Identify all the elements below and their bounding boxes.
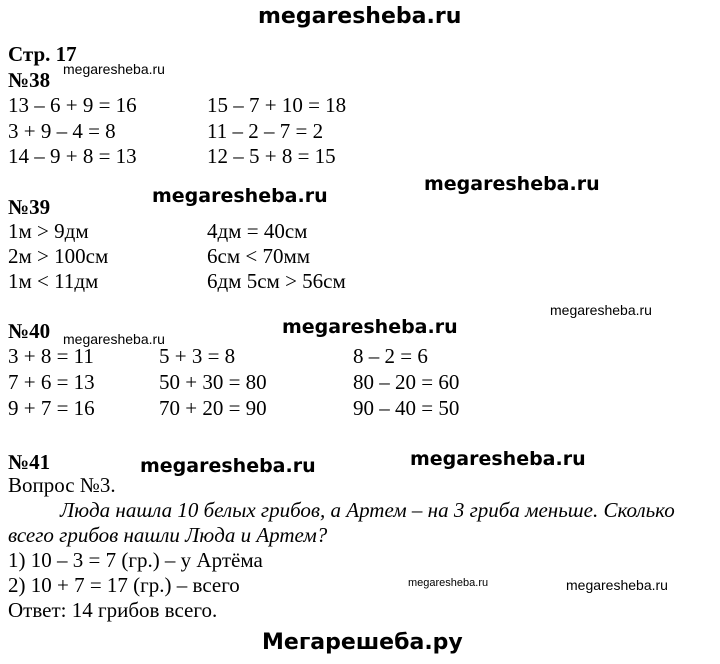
problem-text: всего грибов нашли Люда и Артем? xyxy=(8,523,328,547)
answer-line: Ответ: 14 грибов всего. xyxy=(8,598,218,622)
task-title: №41 xyxy=(8,450,51,474)
watermark: megaresheba.ru xyxy=(152,185,328,207)
watermark: megaresheba.ru xyxy=(424,173,600,195)
page-label: Стр. 17 xyxy=(8,42,77,66)
equation: 70 + 20 = 90 xyxy=(159,396,267,420)
equation: 7 + 6 = 13 xyxy=(8,370,95,394)
equation: 50 + 30 = 80 xyxy=(159,370,267,394)
solution-step: 2) 10 + 7 = 17 (гр.) – всего xyxy=(8,573,240,597)
watermark: megaresheba.ru xyxy=(63,61,165,77)
problem-text: Люда нашла 10 белых грибов, а Артем – на 3 гриба меньше. Сколько xyxy=(60,498,675,522)
watermark: megaresheba.ru xyxy=(140,455,316,477)
comparison: 6дм 5см > 56см xyxy=(207,269,346,293)
site-header: megaresheba.ru xyxy=(258,4,462,29)
equation: 8 – 2 = 6 xyxy=(353,344,428,368)
equation: 9 + 7 = 16 xyxy=(8,396,95,420)
task-title: №40 xyxy=(8,319,51,343)
watermark: megaresheba.ru xyxy=(566,577,668,593)
watermark: megaresheba.ru xyxy=(408,577,489,589)
equation: 15 – 7 + 10 = 18 xyxy=(207,93,347,117)
site-footer: Мегарешеба.ру xyxy=(262,630,463,655)
equation: 14 – 9 + 8 = 13 xyxy=(8,144,137,168)
watermark: megaresheba.ru xyxy=(63,331,165,347)
watermark: megaresheba.ru xyxy=(282,316,458,338)
task-title: №38 xyxy=(8,68,51,92)
question-label: Вопрос №3. xyxy=(8,473,116,497)
equation: 80 – 20 = 60 xyxy=(353,370,460,394)
comparison: 6см < 70мм xyxy=(207,244,311,268)
comparison: 4дм = 40см xyxy=(207,219,308,243)
task-title: №39 xyxy=(8,195,51,219)
equation: 90 – 40 = 50 xyxy=(353,396,460,420)
equation: 13 – 6 + 9 = 16 xyxy=(8,93,137,117)
comparison: 1м < 11дм xyxy=(8,269,99,293)
equation: 3 + 9 – 4 = 8 xyxy=(8,119,116,143)
solution-step: 1) 10 – 3 = 7 (гр.) – у Артёма xyxy=(8,548,263,572)
watermark: megaresheba.ru xyxy=(410,448,586,470)
equation: 5 + 3 = 8 xyxy=(159,344,236,368)
comparison: 2м > 100см xyxy=(8,244,109,268)
equation: 11 – 2 – 7 = 2 xyxy=(207,119,324,143)
comparison: 1м > 9дм xyxy=(8,219,89,243)
watermark: megaresheba.ru xyxy=(550,302,652,318)
equation: 12 – 5 + 8 = 15 xyxy=(207,144,336,168)
equation: 3 + 8 = 11 xyxy=(8,344,94,368)
